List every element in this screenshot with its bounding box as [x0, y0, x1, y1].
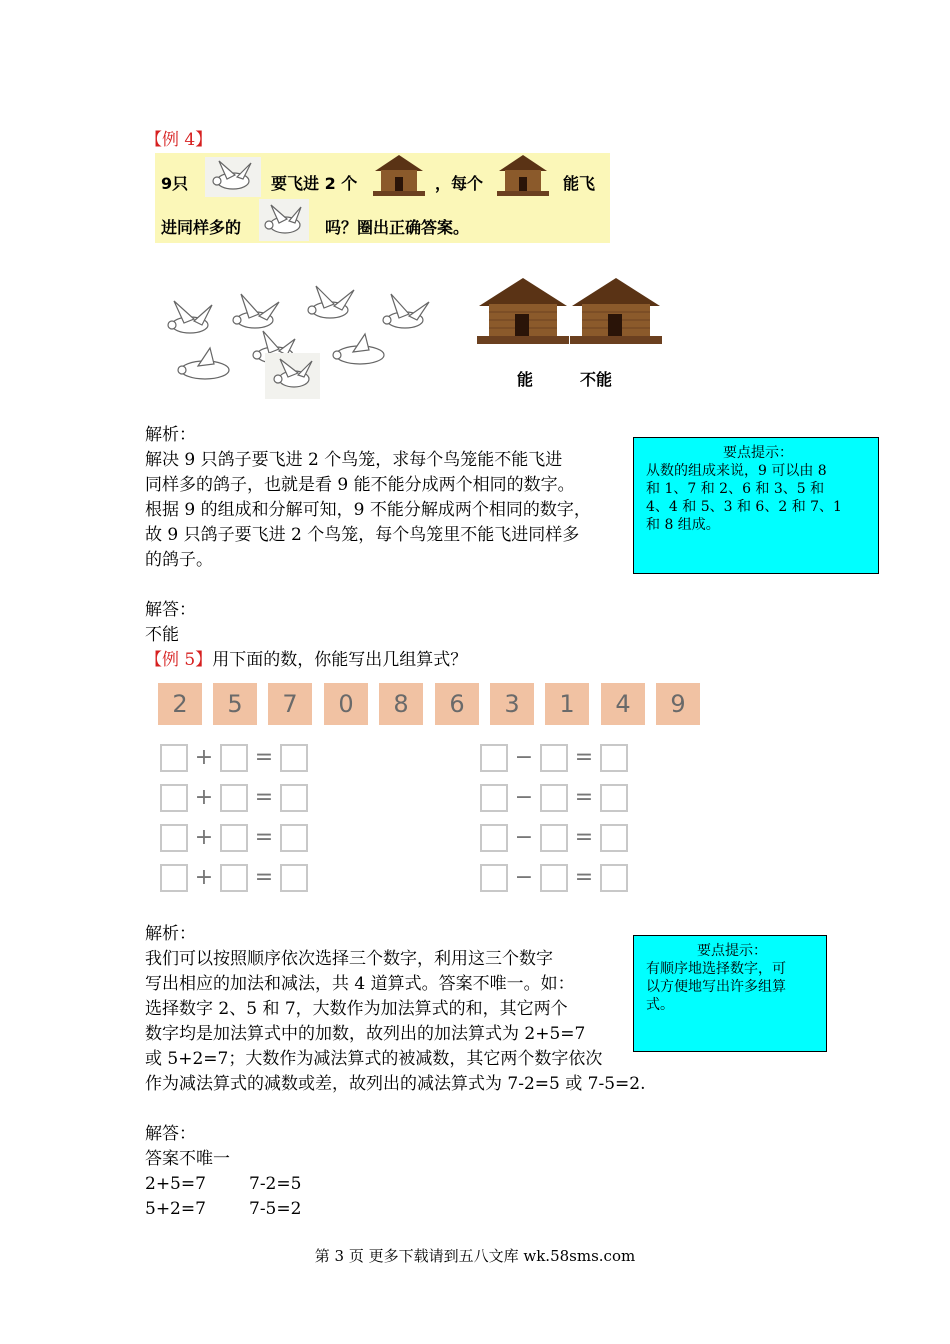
birdhouse-icon [495, 153, 551, 197]
blank-box[interactable] [280, 744, 308, 772]
tip-line: 4、4 和 5、3 和 6、2 和 7、1 [646, 499, 842, 515]
plus-sign: + [194, 745, 214, 770]
plus-sign: + [194, 865, 214, 890]
tip-line: 和 1、7 和 2、6 和 3、5 和 [646, 481, 825, 497]
tip-title: 要点提示： [723, 445, 793, 461]
analysis-title: 解析： [145, 924, 196, 944]
example4-question-banner [155, 153, 610, 243]
analysis-line: 数字均是加法算式中的加数，故列出的加法算式为 2+5=7 [145, 1024, 586, 1044]
equals-sign: = [574, 785, 594, 810]
equals-sign: = [574, 865, 594, 890]
blank-box[interactable] [480, 784, 508, 812]
blank-box[interactable] [220, 864, 248, 892]
blank-box[interactable] [480, 864, 508, 892]
analysis-title: 解析： [145, 425, 196, 445]
blank-box[interactable] [160, 744, 188, 772]
blank-box[interactable] [600, 744, 628, 772]
analysis-line: 选择数字 2、5 和 7，大数作为加法算式的和，其它两个 [145, 999, 568, 1019]
example5-heading [145, 648, 467, 673]
blank-box[interactable] [160, 824, 188, 852]
number-card: 0 [324, 683, 368, 725]
plus-sign: + [194, 785, 214, 810]
analysis-line: 写出相应的加法和减法，共 4 道算式。答案不唯一。如： [145, 974, 575, 994]
option-can[interactable]: 能 [517, 370, 534, 389]
blank-box[interactable] [220, 784, 248, 812]
analysis-line: 的鸽子。 [145, 550, 213, 570]
blank-box[interactable] [160, 864, 188, 892]
number-card: 2 [158, 683, 202, 725]
number-card: 4 [601, 683, 645, 725]
tip-line: 从数的组成来说，9 可以由 8 [646, 463, 827, 479]
number-card: 7 [268, 683, 312, 725]
equals-sign: = [254, 865, 274, 890]
blank-box[interactable] [280, 864, 308, 892]
tip-line: 和 8 组成。 [646, 517, 720, 533]
example5-question: 用下面的数，你能写出几组算式？ [212, 650, 468, 670]
blank-box[interactable] [220, 824, 248, 852]
answer-add: 5+2=7 [145, 1199, 206, 1219]
analysis-line: 根据 9 的组成和分解可知，9 不能分解成两个相同的数字， [145, 500, 591, 520]
number-card: 5 [213, 683, 257, 725]
number-card: 8 [379, 683, 423, 725]
banner-text-5: 进同样多的 [161, 218, 242, 237]
answer-text: 答案不唯一 [145, 1149, 230, 1169]
answer-text: 不能 [145, 625, 179, 645]
analysis-line: 故 9 只鸽子要飞进 2 个鸟笼，每个鸟笼里不能飞进同样多 [145, 525, 580, 545]
analysis-line: 作为减法算式的减数或差，故列出的减法算式为 7-2=5 或 7-5=2. [145, 1074, 646, 1094]
equals-sign: = [254, 745, 274, 770]
banner-text-4: 能飞 [563, 174, 596, 193]
tip-box [633, 437, 879, 574]
number-card: 6 [435, 683, 479, 725]
example5-label: 【例 5】 [145, 650, 213, 670]
blank-box[interactable] [540, 744, 568, 772]
tip-line: 以方便地写出许多组算 [646, 979, 786, 995]
equals-sign: = [574, 825, 594, 850]
blank-box[interactable] [540, 864, 568, 892]
plus-sign: + [194, 825, 214, 850]
answer-title: 解答： [145, 1124, 196, 1144]
equals-sign: = [574, 745, 594, 770]
number-card: 3 [490, 683, 534, 725]
answer-sub: 7-5=2 [249, 1199, 302, 1219]
number-card: 1 [545, 683, 589, 725]
blank-box[interactable] [160, 784, 188, 812]
answer-add: 2+5=7 [145, 1174, 206, 1194]
analysis-line: 解决 9 只鸽子要飞进 2 个鸟笼，求每个鸟笼能不能飞进 [145, 450, 563, 470]
analysis-line: 同样多的鸽子，也就是看 9 能不能分成两个相同的数字。 [145, 475, 575, 495]
blank-box[interactable] [600, 824, 628, 852]
minus-sign: − [514, 825, 534, 850]
tip-line: 式。 [646, 997, 674, 1013]
birdhouse-option-can [475, 278, 571, 346]
analysis-line: 我们可以按照顺序依次选择三个数字，利用这三个数字 [145, 949, 553, 969]
number-card: 9 [656, 683, 700, 725]
birdhouse-option-cannot [568, 278, 664, 346]
example4-label: 【例 4】 [145, 130, 213, 150]
blank-box[interactable] [540, 784, 568, 812]
pigeon-icon [205, 157, 261, 197]
equals-sign: = [254, 785, 274, 810]
blank-box[interactable] [220, 744, 248, 772]
birdhouse-icon [371, 153, 427, 197]
tip-title: 要点提示： [697, 943, 767, 959]
analysis-line: 或 5+2=7；大数作为减法算式的被减数，其它两个数字依次 [145, 1049, 603, 1069]
equals-sign: = [254, 825, 274, 850]
banner-text-2: 要飞进 2 个 [271, 174, 358, 193]
banner-text-1: 9只 [161, 174, 189, 193]
minus-sign: − [514, 745, 534, 770]
minus-sign: − [514, 785, 534, 810]
blank-box[interactable] [600, 864, 628, 892]
banner-text-3: ，每个 [435, 174, 484, 193]
tip-box [633, 935, 827, 1052]
banner-text-6: 吗？圈出正确答案。 [325, 218, 470, 237]
pigeon-icon [259, 199, 309, 241]
answer-title: 解答： [145, 600, 196, 620]
minus-sign: − [514, 865, 534, 890]
tip-line: 有顺序地选择数字，可 [646, 961, 786, 977]
blank-box[interactable] [600, 784, 628, 812]
option-cannot[interactable]: 不能 [580, 370, 613, 389]
blank-box[interactable] [480, 744, 508, 772]
blank-box[interactable] [280, 784, 308, 812]
pigeons-illustration [150, 275, 445, 400]
answer-sub: 7-2=5 [249, 1174, 302, 1194]
page-footer: 第 3 页 更多下载请到五八文库 wk.58sms.com [314, 1247, 636, 1265]
blank-box[interactable] [540, 824, 568, 852]
blank-box[interactable] [480, 824, 508, 852]
blank-box[interactable] [280, 824, 308, 852]
